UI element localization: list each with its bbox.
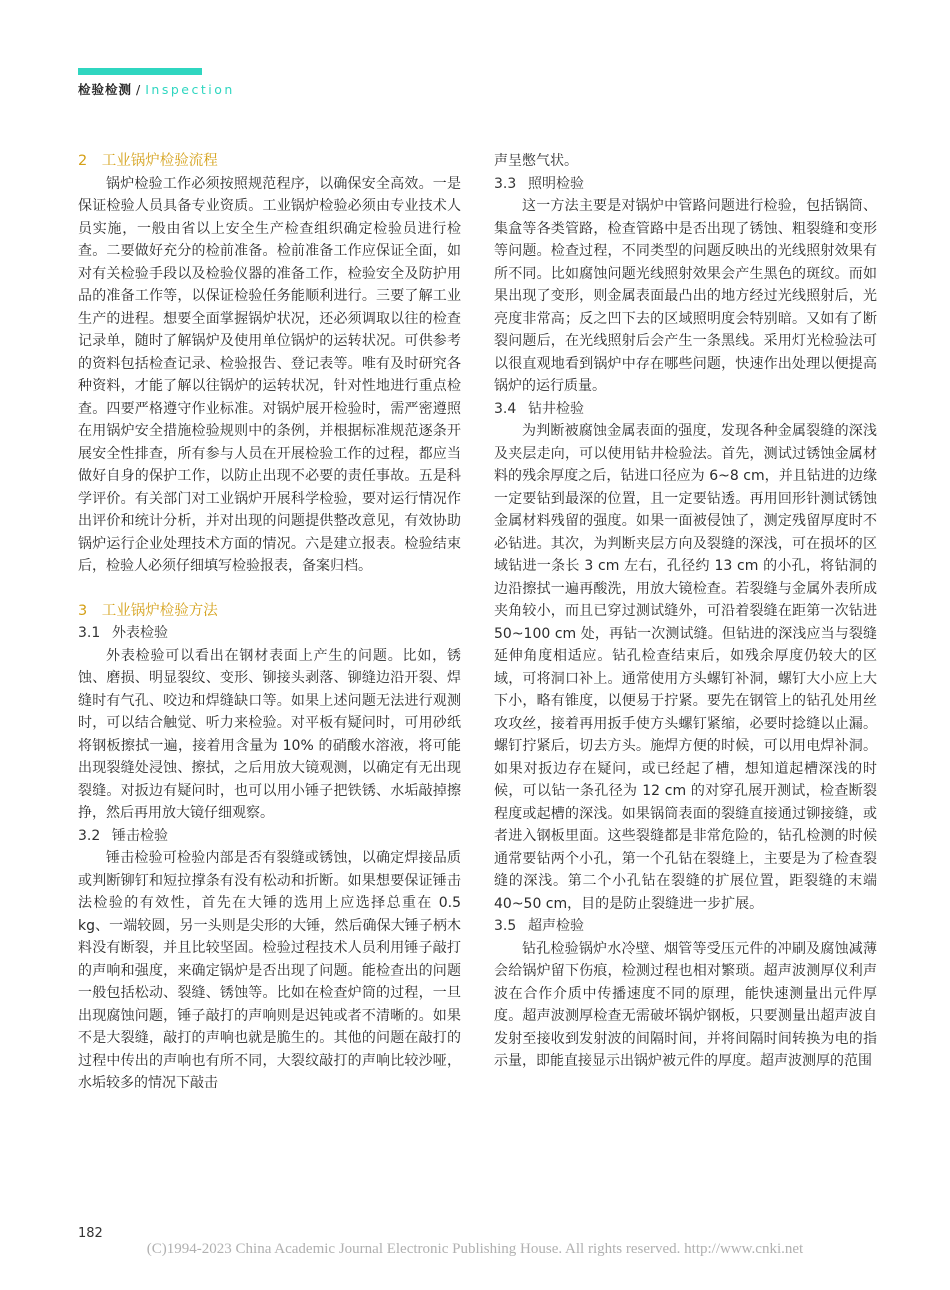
- subsection-3-4-heading: [494, 398, 877, 421]
- subsection-title: 外表检验: [112, 625, 168, 641]
- page-number: 182: [78, 1226, 103, 1241]
- section-2-heading: 2 工业锅炉检验流程: [78, 153, 218, 169]
- subsection-title: 钻井检验: [528, 400, 584, 417]
- subsection-title: 照明检验: [528, 175, 584, 192]
- subsection-title: 超声检验: [528, 918, 584, 934]
- subsection-number: 3.5: [494, 918, 517, 934]
- running-head-separator: /: [136, 82, 142, 97]
- copyright-footer: (C)1994-2023 China Academic Journal Electronic Publishing House. All rights reserved. http://www.cnki.net: [146, 1241, 804, 1257]
- subsection-3-3-paragraph: 这一方法主要是对锅炉中管路问题进行检验，包括锅筒、集盒等各类管路，检查管路中是否出现了锈蚀、粗裂缝和变形等问题。检查过程，不同类型的问题反映出的光线照射效果有所不同。比如腐蚀问题光线照射效果会产生黑色的斑纹。而如果出现了变形，则金属表面最凸出的地方经过光线照射后，光亮度非常高；反之凹下去的区域照明度会特别暗。又如有了断裂问题后，在光线照射后会产生一条黑线。采用灯光检验法可以很直观地看到锅炉中存在哪些问题，快速作出处理以便提高锅炉的运行质量。: [494, 198, 877, 394]
- subsection-number: 3.3: [494, 175, 517, 192]
- section-2-paragraph: 锅炉检验工作必须按照规范程序，以确保安全高效。一是保证检验人员具备专业资质。工业锅炉检验必须由专业技术人员实施，一般由省以上安全生产检查组织确定检验员进行检查。二要做好充分的检前准备。检前准备工作应保证全面，如对有关检验手段以及检验仪器的准备工作，检验安全及防护用品的准备工作等，以保证检验任务能顺利进行。三要了解工业生产的进程。想要全面掌握锅炉状况，还必须调取以往的检查记录单，随时了解锅炉及使用单位锅炉的运转状况。可供参考的资料包括检查记录、检验报告、登记表等。唯有及时研究各种资料，才能了解以往锅炉的运转状况，针对性地进行重点检查。四要严格遵守作业标准。对锅炉展开检验时，需严密遵照在用锅炉安全措施检验规则中的条例，并根据标准规范逐条开展安全性排查，所有参与人员在开展检验工作的过程，都应当做好自身的保护工作，以防止出现不必要的责任事故。五是科学评价。有关部门对工业锅炉开展科学检验，要对运行情况作出评价和统计分析，并对出现的问题提供整改意见，有效协助锅炉运行企业处理技术方面的情况。六是建立报表。检验结束后，检验人必须仔细填写检验报表，备案归档。: [78, 175, 461, 574]
- running-head-section-cn: 检验检测: [78, 82, 133, 97]
- subsection-number: 3.2: [78, 827, 101, 844]
- header-accent-bar: [78, 68, 202, 75]
- running-head-section-en: Inspection: [145, 82, 235, 97]
- subsection-3-2-paragraph: 锤击检验可检验内部是否有裂缝或锈蚀，以确定焊接品质或判断铆钉和短拉撑条有没有松动和折断。如果想要保证锤击法检验的有效性，首先在大锤的选用上应选择总重在 0.5 kg、一端较圆，另一头则是尖形的大锤，然后确保大锤子柄木料没有断裂，并且比较坚固。检验过程技术人员利用锤子敲打的声响和强度，来确定锅炉是否出现了问题。能检查出的问题一般包括松动、裂缝、锈蚀等。比如在检查炉筒的过程，一旦出现腐蚀问题，锤子敲打的声响则是迟钝或者不清晰的。如果不是大裂缝，敲打的声响也就是脆生的。其他的问题在敲打的过程中传出的声响也有所不同，大裂纹敲打的声响比较沙哑，水垢较多的情况下敲击: [78, 850, 461, 1091]
- right-column: [494, 150, 877, 1073]
- running-head: [78, 82, 235, 98]
- subsection-3-2-continuation: 声呈憋气状。: [494, 153, 578, 169]
- subsection-3-3-heading: [494, 173, 877, 196]
- subsection-number: 3.1: [78, 625, 101, 641]
- subsection-number: 3.4: [494, 400, 517, 417]
- subsection-3-1-paragraph: 外表检验可以看出在钢材表面上产生的问题。比如，锈蚀、磨损、明显裂纹、变形、铆接头剥落、铆缝边沿开裂、焊缝时有气孔、咬边和焊缝缺口等。如果上述问题无法进行观测时，可以结合触觉、听力来检验。对平板有疑问时，可用砂纸将钢板擦拭一遍，接着用含量为 10% 的硝酸水溶液，将可能出现裂缝处浸蚀、擦拭，之后用放大镜观测，以确定有无出现裂缝。对扳边有疑问时，也可以用小锤子把铁锈、水垢敲掉擦挣，然后再用放大镜仔细观察。: [78, 647, 461, 821]
- left-column: [78, 150, 461, 1095]
- section-3-heading: 3 工业锅炉检验方法: [78, 602, 218, 619]
- subsection-3-2-heading: [78, 825, 461, 848]
- subsection-3-4-paragraph: 为判断被腐蚀金属表面的强度，发现各种金属裂缝的深浅及夹层走向，可以使用钻井检验法。首先，测试过锈蚀金属材料的残余厚度之后，钻进口径应为 6~8 cm，并且钻进的边缘一定要钻到最深的位置，且一定要钻透。再用回形针测试锈蚀金属材料残留的强度。如果一面被侵蚀了，测定残留厚度时不必钻进。其次，为判断夹层方向及裂缝的深浅，可在损坏的区域钻进一条长 3 cm 左右，孔径约 13 cm 的小孔，将钻洞的边沿擦拭一遍再酸洗，用放大镜检查。若裂缝与金属外表所成夹角较小，而且已穿过测试缝外，可沿着裂缝在距第一次钻进 50~100 cm 处，再钻一次测试缝。但钻进的深浅应当与裂缝延伸角度相适应。钻孔检查结束后，如残余厚度仍较大的区域，可将洞口补上。通常使用方头螺钉补洞，螺钉大小应上大下小，略有锥度，以便易于拧紧。要先在钢管上的钻孔处用丝攻攻丝，接着再用扳手使方头螺钉紧缩，必要时捻缝以止漏。螺钉拧紧后，切去方头。施焊方便的时候，可以用电焊补洞。如果对扳边存在疑问，或已经起了槽，想知道起槽深浅的时候，可以钻一条孔径为 12 cm 的对穿孔展开测试，检查断裂程度或起槽的深浅。如果锅筒表面的裂缝直接通过铆接缝，或者进入钢板里面。这些裂缝都是非常危险的，钻孔检测的时候通常要钻两个小孔，第一个孔钻在裂缝上，主要是为了检查裂缝的深浅。第二个小孔钻在裂缝的扩展位置，距裂缝的末端 40~50 cm，目的是防止裂缝进一步扩展。: [494, 423, 877, 912]
- subsection-3-5-paragraph: 钻孔检验锅炉水冷壁、烟管等受压元件的冲刷及腐蚀减薄会给锅炉留下伤痕，检测过程也相对繁琐。超声波测厚仪利声波在合作介质中传播速度不同的原理，能快速测量出元件厚度。超声波测厚检查无需破坏锅炉钢板，只要测量出超声波自发射至接收到发射波的间隔时间，并将间隔时间转换为电的指示量，即能直接显示出锅炉被元件的厚度。超声波测厚的范围: [494, 940, 877, 1069]
- subsection-3-1-heading: [78, 622, 461, 645]
- subsection-3-5-heading: [494, 915, 877, 938]
- subsection-title: 锤击检验: [112, 827, 168, 844]
